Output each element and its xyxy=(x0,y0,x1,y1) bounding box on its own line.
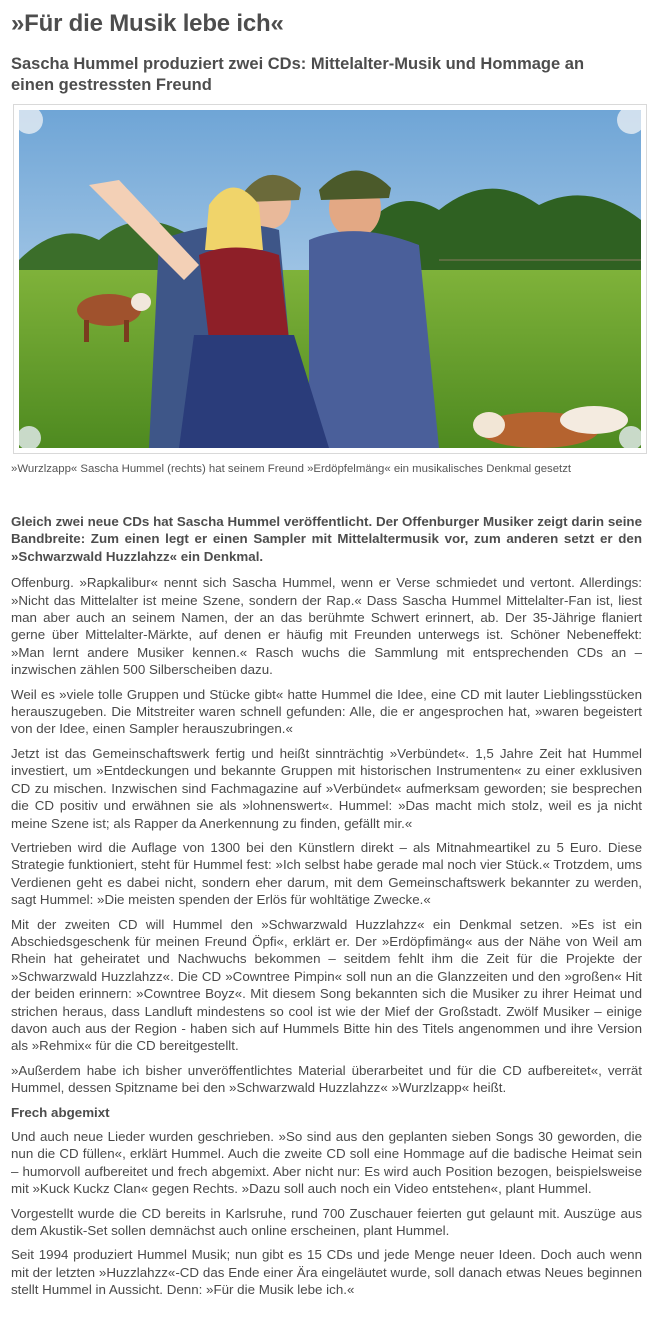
subheadline: Sascha Hummel produziert zwei CDs: Mittelalter-Musik und Hommage an einen gestressten Freund xyxy=(11,55,585,94)
section-subhead: Frech abgemixt xyxy=(11,1104,110,1120)
body-paragraph: Weil es »viele tolle Gruppen und Stücke gibt« hatte Hummel die Idee, eine CD mit lauter Lieblingsstücken herauszugeben. Die Mitstreiter waren schnell gefunden: Alle, die er angesprochen hat, »waren begeistert von der Idee, einen Sampler herauszubringen.« xyxy=(11,686,642,737)
body-paragraph: Und auch neue Lieder wurden geschrieben. »So sind aus den geplanten sieben Songs 30 geworden, die nun die CD füllen«, erklärt Hummel. Auch die zweite CD soll eine Hommage auf die badische Heimat sein – humorvoll aufbereitet und frech abgemixt. Aber nicht nur: Es wird auch Position bezogen, beispielsweise mit »Kuck Kuckz Clan« gegen Rechts. »Dazu soll auch noch ein Video entstehen«, plant Hummel. xyxy=(11,1129,642,1197)
lead-paragraph: Gleich zwei neue CDs hat Sascha Hummel veröffentlicht. Der Offenburger Musiker zeigt darin seine Bandbreite: Zum einen legt er einen Sampler mit Mittelaltermusik vor, zum anderen setzt er den »Schwarzwald Huzzlahzz« ein Denkmal. xyxy=(11,514,642,564)
body-paragraph: Vorgestellt wurde die CD bereits in Karlsruhe, rund 700 Zuschauer feierten gut gelaunt mit. Auszüge aus dem Akustik-Set sollen demnächst auch online erscheinen, plant Hummel. xyxy=(11,1205,642,1239)
photo-image xyxy=(19,110,641,448)
body-paragraph: Vertrieben wird die Auflage von 1300 bei den Künstlern direkt – als Mitnahmeartikel zu 5 Euro. Diese Strategie funktioniert, steht für Hummel fest: »Ich selbst habe gerade mal noch vier Stück.« Trotzdem, ums Verdienen geht es dabei nicht, sondern eher darum, mit dem Gemeinschaftswerk bekannter zu werden, sagt Hummel: »Die meisten spenden der Erlös für wohltätige Zwecke.« xyxy=(11,839,642,908)
body-paragraph: Jetzt ist das Gemeinschaftswerk fertig und heißt sinnträchtig »Verbündet«. 1,5 Jahre Zeit hat Hummel investiert, um »Entdeckungen und bekannte Gruppen mit historischen Instrumenten« zu einer exklusiven CD zu mischen. Inzwischen sind Fachmagazine auf »Verbündet« aufmerksam geworden; sie besprechen die CD positiv und erwähnen sie als »lohnenswert«. Hummel: »Das macht mich stolz, weil es ja nicht meine Szene ist; als Rapper da Anerkennung zu finden, gefällt mir.« xyxy=(11,745,642,831)
body-paragraph: Offenburg. »Rapkalibur« nennt sich Sascha Hummel, wenn er Verse schmiedet und vertont. Allerdings: »Nicht das Mittelalter ist meine Szene, sondern der Rap.« Dass Sascha Hummel Mittelalter-Fan ist, liest man aber auch an seinem Namen, der an das berühmte Schwert erinnert, ab. Der 35-Jährige flaniert gerne über Mittelalter-Märkte, auf denen er häufig mit Freunden unterwegs ist. Schöner Nebeneffekt: »Man lernt andere Musiker kennen.« Rasch wuchs die Sammlung mit entsprechenden CDs an – inzwischen zählen 500 Silberscheiben dazu. xyxy=(11,575,642,678)
headline: »Für die Musik lebe ich« xyxy=(11,10,284,37)
article-body xyxy=(11,513,642,1306)
body-paragraph: Mit der zweiten CD will Hummel den »Schwarzwald Huzzlahzz« ein Denkmal setzen. »Es ist ein Abschiedsgeschenk für meinen Freund Öpfi«, erklärt er. Der »Erdöpfimäng« aus der Nähe von Weil am Rhein hat geheiratet und Nachwuchs bekommen – seitdem fehlt ihm die Zeit für die Projekte der »Schwarzwald Huzzlahzz«. Die CD »Cowntree Pimpin« soll nun an die Glanzzeiten und den »großen« Hit der beiden erinnern: »Cowntree Boyz«. Mit diesem Song bekannten sich die Musiker zu ihrer Heimat und strichen heraus, dass Landluft mindestens so cool ist wie der Mief der Großstadt. Zwölf Musiker – einige davon auch aus der Region - haben sich auf Hummels Bitte hin des Titels angenommen und ihre Version als »Rehmix« für die CD bereitgestellt. xyxy=(11,916,642,1054)
photo-caption: »Wurzlzapp« Sascha Hummel (rechts) hat seinem Freund »Erdöpfelmäng« ein musikalisches Denkmal gesetzt xyxy=(11,463,572,475)
body-paragraph: Seit 1994 produziert Hummel Musik; nun gibt es 15 CDs und jede Menge neuer Ideen. Doch auch wenn mit der letzten »Huzzlahzz«-CD das Ende einer Ära eingeläutet wurde, soll danach etwas Neues beginnen stellt Hummel in Aussicht. Denn: »Für die Musik lebe ich.« xyxy=(11,1247,642,1298)
body-paragraph: »Außerdem habe ich bisher unveröffentlichtes Material überarbeitet und für die CD aufbereitet«, verrät Hummel, dessen Spitzname bei den »Schwarzwald Huzzlahzz« »Wurzlzapp« heißt. xyxy=(11,1062,642,1096)
article-photo xyxy=(13,104,647,454)
